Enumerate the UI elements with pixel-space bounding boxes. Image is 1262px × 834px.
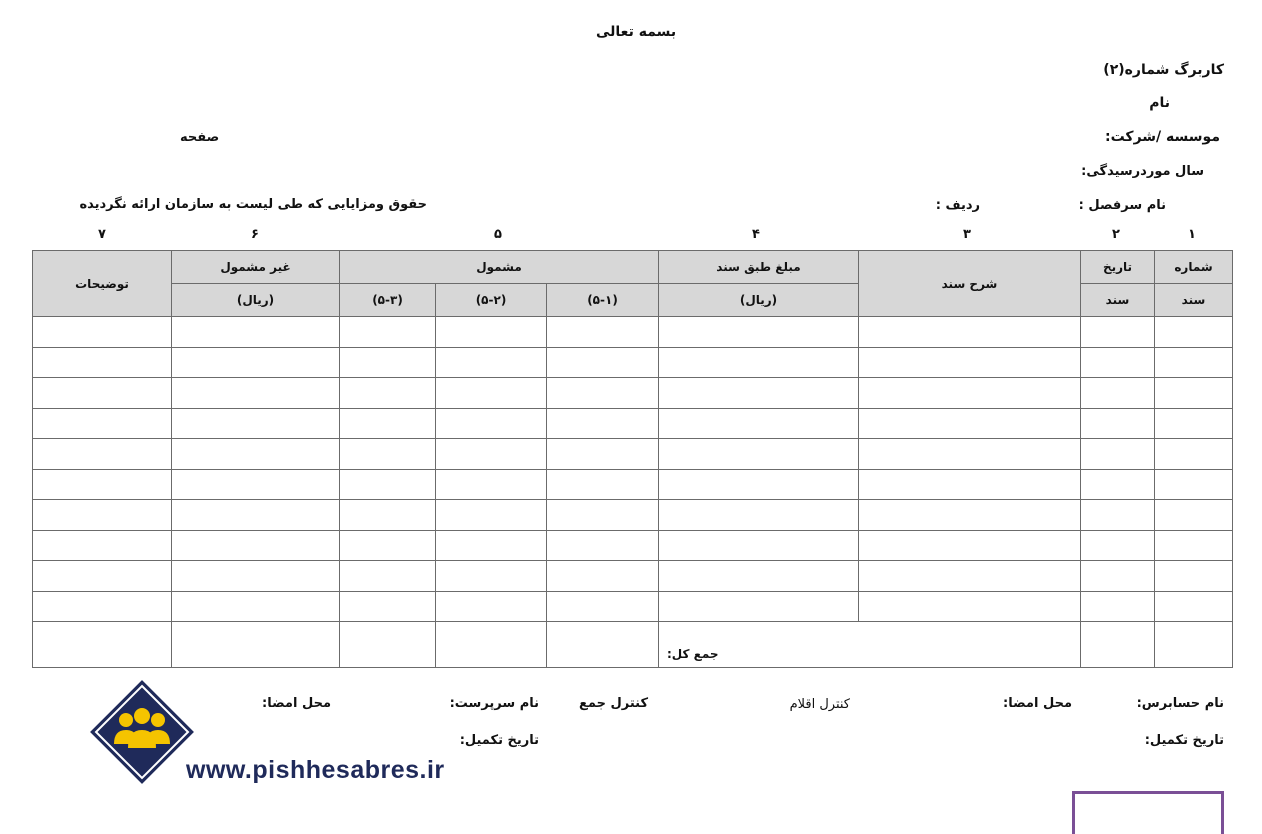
table-cell[interactable] <box>172 378 340 409</box>
column-number: ۶ <box>251 227 259 242</box>
table-cell[interactable] <box>172 530 340 561</box>
items-control-label: کنترل اقلام <box>789 697 850 712</box>
column-number: ۴ <box>752 227 760 242</box>
total-row <box>33 622 1233 668</box>
year-label: سال موردرسیدگی: <box>1081 164 1204 179</box>
table-cell[interactable] <box>547 469 659 500</box>
table-cell[interactable] <box>172 500 340 531</box>
page-label: صفحه <box>180 130 220 145</box>
table-cell[interactable] <box>659 591 859 622</box>
table-cell[interactable] <box>172 622 340 668</box>
table-cell[interactable] <box>859 561 1081 592</box>
header-date: تاریخ <box>1081 251 1155 284</box>
table-cell[interactable] <box>172 591 340 622</box>
table-cell[interactable] <box>33 408 172 439</box>
header-taxable-3: (۵-۳) <box>340 284 436 317</box>
table-cell[interactable] <box>340 622 436 668</box>
table-row <box>33 347 1233 378</box>
table-cell[interactable] <box>1081 622 1155 668</box>
basmala: بسمه تعالی <box>596 24 677 40</box>
table-cell[interactable] <box>340 439 436 470</box>
row-label: ردیف : <box>935 198 980 213</box>
completion-date-label-2: تاریخ تکمیل: <box>459 733 539 748</box>
column-number: ۳ <box>963 227 971 242</box>
table-cell[interactable] <box>340 500 436 531</box>
header-amount-unit: (ریال) <box>659 284 859 317</box>
header-doc-number: شماره <box>1155 251 1233 284</box>
table-cell[interactable] <box>1081 378 1155 409</box>
table-row <box>33 469 1233 500</box>
table-cell[interactable] <box>1155 591 1233 622</box>
table-cell[interactable] <box>172 561 340 592</box>
table-cell[interactable] <box>33 347 172 378</box>
table-cell[interactable] <box>659 500 859 531</box>
column-number: ۵ <box>494 227 502 242</box>
header-nontaxable: غیر مشمول <box>172 251 340 284</box>
table-cell[interactable] <box>1155 439 1233 470</box>
table-cell[interactable] <box>340 408 436 439</box>
heading-label: نام سرفصل : <box>1078 198 1166 213</box>
people-group-icon <box>86 676 198 788</box>
table-cell[interactable] <box>859 469 1081 500</box>
table-row <box>33 378 1233 409</box>
table-cell[interactable] <box>547 530 659 561</box>
header-notes: توضیحات <box>33 251 172 317</box>
table-cell[interactable] <box>547 317 659 348</box>
table-cell[interactable] <box>33 469 172 500</box>
table-row <box>33 530 1233 561</box>
table-cell[interactable] <box>1081 317 1155 348</box>
table-cell[interactable] <box>436 469 547 500</box>
table-cell[interactable] <box>340 591 436 622</box>
form-title: کاربرگ شماره(۲) <box>1103 62 1224 78</box>
header-amount: مبلغ طبق سند <box>659 251 859 284</box>
table-cell[interactable] <box>436 561 547 592</box>
ledger-table <box>32 250 1233 668</box>
table-cell[interactable] <box>1155 561 1233 592</box>
table-cell[interactable] <box>1081 469 1155 500</box>
table-cell[interactable] <box>340 378 436 409</box>
table-cell[interactable] <box>859 408 1081 439</box>
table-row <box>33 439 1233 470</box>
table-cell[interactable] <box>859 500 1081 531</box>
corner-frame <box>1072 791 1224 834</box>
table-cell[interactable] <box>1081 530 1155 561</box>
table-cell[interactable] <box>172 317 340 348</box>
table-row <box>33 591 1233 622</box>
company-label: موسسه /شرکت: <box>1105 129 1220 145</box>
table-cell[interactable] <box>1081 561 1155 592</box>
table-cell[interactable] <box>547 500 659 531</box>
table-cell[interactable] <box>1081 408 1155 439</box>
table-cell[interactable] <box>547 622 659 668</box>
column-number: ۱ <box>1188 227 1196 242</box>
header-taxable-1: (۵-۱) <box>547 284 659 317</box>
table-cell[interactable] <box>436 317 547 348</box>
table-cell[interactable] <box>859 439 1081 470</box>
table-cell[interactable] <box>1155 378 1233 409</box>
table-cell[interactable] <box>33 317 172 348</box>
table-row <box>33 500 1233 531</box>
completion-date-label-1: تاریخ تکمیل: <box>1144 733 1224 748</box>
column-number: ۲ <box>1112 227 1120 242</box>
table-cell[interactable] <box>659 439 859 470</box>
table-cell[interactable] <box>547 408 659 439</box>
signature-label-2: محل امضا: <box>262 696 331 711</box>
table-cell[interactable] <box>33 530 172 561</box>
table-cell[interactable] <box>33 500 172 531</box>
table-cell[interactable] <box>547 591 659 622</box>
table-cell[interactable] <box>33 378 172 409</box>
table-cell[interactable] <box>1155 408 1233 439</box>
table-cell[interactable] <box>547 561 659 592</box>
table-cell[interactable] <box>436 408 547 439</box>
table-cell[interactable] <box>859 591 1081 622</box>
table-cell[interactable] <box>1081 591 1155 622</box>
table-cell[interactable] <box>172 439 340 470</box>
header-doc-number-sub: سند <box>1155 284 1233 317</box>
table-cell[interactable] <box>1155 317 1233 348</box>
table-cell[interactable] <box>436 530 547 561</box>
table-cell[interactable] <box>172 408 340 439</box>
signature-label-1: محل امضا: <box>1003 696 1072 711</box>
table-cell[interactable] <box>340 469 436 500</box>
header-date-sub: سند <box>1081 284 1155 317</box>
table-row <box>33 408 1233 439</box>
table-cell[interactable] <box>659 530 859 561</box>
table-cell[interactable] <box>659 317 859 348</box>
table-cell[interactable] <box>547 378 659 409</box>
table-cell[interactable] <box>1155 347 1233 378</box>
table-cell[interactable] <box>172 347 340 378</box>
table-cell[interactable] <box>436 500 547 531</box>
total-label: جمع کل: <box>659 622 1081 668</box>
header-nontaxable-unit: (ریال) <box>172 284 340 317</box>
table-cell[interactable] <box>33 591 172 622</box>
table-cell[interactable] <box>1155 622 1233 668</box>
table-cell[interactable] <box>1081 347 1155 378</box>
name-label: نام <box>1149 95 1170 111</box>
table-cell[interactable] <box>1081 439 1155 470</box>
header-taxable: مشمول <box>340 251 659 284</box>
table-cell[interactable] <box>1155 500 1233 531</box>
table-cell[interactable] <box>859 317 1081 348</box>
supervisor-name-label: نام سرپرست: <box>449 696 539 711</box>
table-cell[interactable] <box>436 622 547 668</box>
table-cell[interactable] <box>436 591 547 622</box>
table-cell[interactable] <box>659 469 859 500</box>
table-cell[interactable] <box>1081 500 1155 531</box>
table-cell[interactable] <box>547 439 659 470</box>
table-cell[interactable] <box>659 408 859 439</box>
table-cell[interactable] <box>859 378 1081 409</box>
table-cell[interactable] <box>340 561 436 592</box>
table-cell[interactable] <box>859 530 1081 561</box>
table-cell[interactable] <box>436 347 547 378</box>
auditor-name-label: نام حسابرس: <box>1136 696 1224 711</box>
table-cell[interactable] <box>659 561 859 592</box>
sum-control-label: کنترل جمع <box>578 696 648 711</box>
table-cell[interactable] <box>33 622 172 668</box>
table-cell[interactable] <box>33 561 172 592</box>
table-cell[interactable] <box>340 317 436 348</box>
table-cell[interactable] <box>659 347 859 378</box>
table-row <box>33 317 1233 348</box>
table-cell[interactable] <box>340 347 436 378</box>
table-row <box>33 561 1233 592</box>
header-description: شرح سند <box>859 251 1081 317</box>
table-cell[interactable] <box>1155 530 1233 561</box>
table-cell[interactable] <box>1155 469 1233 500</box>
header-taxable-2: (۵-۲) <box>436 284 547 317</box>
table-cell[interactable] <box>436 439 547 470</box>
table-cell[interactable] <box>340 530 436 561</box>
website-url: www.pishhesabres.ir <box>186 756 445 784</box>
table-cell[interactable] <box>859 347 1081 378</box>
column-number: ۷ <box>98 227 106 242</box>
table-cell[interactable] <box>33 439 172 470</box>
subtitle: حقوق ومزایایی که طی لیست به سازمان ارائه نگردیده <box>79 197 427 212</box>
table-cell[interactable] <box>547 347 659 378</box>
table-cell[interactable] <box>436 378 547 409</box>
table-cell[interactable] <box>659 378 859 409</box>
table-cell[interactable] <box>172 469 340 500</box>
